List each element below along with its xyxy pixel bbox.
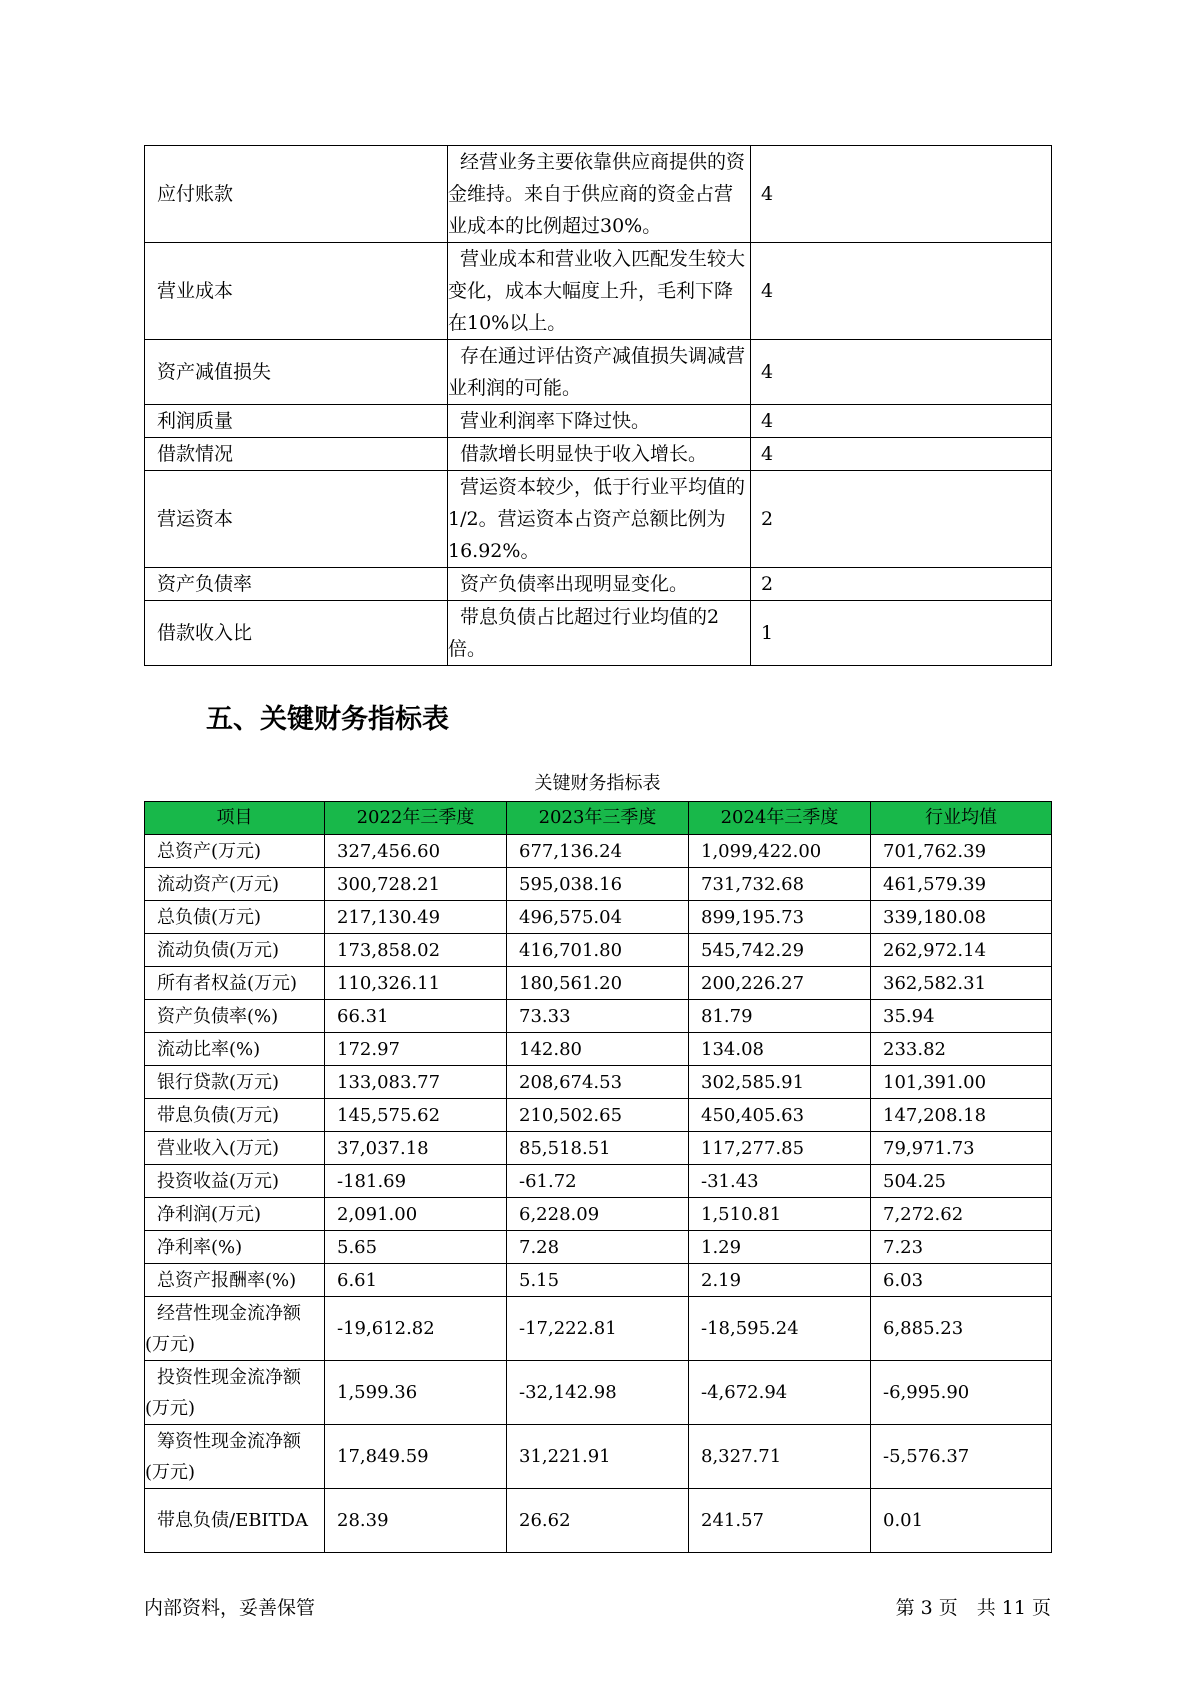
- value-cell: 31,221.91: [507, 1425, 689, 1489]
- value-cell: 327,456.60: [325, 835, 507, 868]
- value-cell: 1,099,422.00: [689, 835, 871, 868]
- table-row: [145, 1132, 1052, 1165]
- row-label-cell: 净利率(%): [145, 1231, 325, 1264]
- risk-item-cell: 应付账款: [145, 146, 448, 243]
- risk-score-cell: 4: [751, 340, 1052, 405]
- row-label-cell: 总负债(万元): [145, 901, 325, 934]
- table-row: [145, 1297, 1052, 1361]
- value-cell: 2,091.00: [325, 1198, 507, 1231]
- risk-score-cell: 2: [751, 568, 1052, 601]
- risk-row: [145, 340, 1052, 405]
- value-cell: 180,561.20: [507, 967, 689, 1000]
- value-cell: 35.94: [871, 1000, 1052, 1033]
- value-cell: 17,849.59: [325, 1425, 507, 1489]
- table-row: [145, 1066, 1052, 1099]
- risk-description-cell: 资产负债率出现明显变化。: [448, 568, 751, 601]
- value-cell: 173,858.02: [325, 934, 507, 967]
- row-label-cell: 流动资产(万元): [145, 868, 325, 901]
- risk-row: [145, 438, 1052, 471]
- header-cell-industry-avg: 行业均值: [871, 802, 1052, 835]
- value-cell: 37,037.18: [325, 1132, 507, 1165]
- value-cell: 73.33: [507, 1000, 689, 1033]
- value-cell: 300,728.21: [325, 868, 507, 901]
- value-cell: 677,136.24: [507, 835, 689, 868]
- risk-item-cell: 营运资本: [145, 471, 448, 568]
- value-cell: 233.82: [871, 1033, 1052, 1066]
- fin-table-body: [145, 835, 1052, 1553]
- value-cell: -19,612.82: [325, 1297, 507, 1361]
- row-label-cell: 筹资性现金流净额(万元): [145, 1425, 325, 1489]
- value-cell: 6.03: [871, 1264, 1052, 1297]
- value-cell: 79,971.73: [871, 1132, 1052, 1165]
- value-cell: 210,502.65: [507, 1099, 689, 1132]
- value-cell: 142.80: [507, 1033, 689, 1066]
- value-cell: 1.29: [689, 1231, 871, 1264]
- value-cell: -5,576.37: [871, 1425, 1052, 1489]
- value-cell: 85,518.51: [507, 1132, 689, 1165]
- value-cell: 595,038.16: [507, 868, 689, 901]
- fin-table-header: [145, 802, 1052, 835]
- key-financial-indicators-table: [144, 801, 1052, 1553]
- value-cell: 2.19: [689, 1264, 871, 1297]
- value-cell: 731,732.68: [689, 868, 871, 901]
- header-row: [145, 802, 1052, 835]
- value-cell: 5.15: [507, 1264, 689, 1297]
- risk-row: [145, 243, 1052, 340]
- value-cell: 7,272.62: [871, 1198, 1052, 1231]
- row-label-cell: 总资产(万元): [145, 835, 325, 868]
- risk-item-cell: 营业成本: [145, 243, 448, 340]
- value-cell: 110,326.11: [325, 967, 507, 1000]
- table-row: [145, 868, 1052, 901]
- value-cell: 701,762.39: [871, 835, 1052, 868]
- value-cell: 545,742.29: [689, 934, 871, 967]
- value-cell: 117,277.85: [689, 1132, 871, 1165]
- value-cell: 450,405.63: [689, 1099, 871, 1132]
- row-label-cell: 投资收益(万元): [145, 1165, 325, 1198]
- table-row: [145, 934, 1052, 967]
- value-cell: -61.72: [507, 1165, 689, 1198]
- value-cell: 147,208.18: [871, 1099, 1052, 1132]
- value-cell: 26.62: [507, 1489, 689, 1553]
- value-cell: 6,885.23: [871, 1297, 1052, 1361]
- value-cell: 172.97: [325, 1033, 507, 1066]
- value-cell: 134.08: [689, 1033, 871, 1066]
- value-cell: 496,575.04: [507, 901, 689, 934]
- value-cell: -17,222.81: [507, 1297, 689, 1361]
- risk-score-cell: 4: [751, 146, 1052, 243]
- table-row: [145, 1165, 1052, 1198]
- value-cell: 6.61: [325, 1264, 507, 1297]
- footer-confidential-note: 内部资料，妥善保管: [144, 1597, 316, 1619]
- risk-item-cell: 借款收入比: [145, 601, 448, 666]
- value-cell: 6,228.09: [507, 1198, 689, 1231]
- value-cell: -18,595.24: [689, 1297, 871, 1361]
- value-cell: 362,582.31: [871, 967, 1052, 1000]
- row-label-cell: 经营性现金流净额(万元): [145, 1297, 325, 1361]
- value-cell: 339,180.08: [871, 901, 1052, 934]
- table-row: [145, 1361, 1052, 1425]
- risk-description-cell: 存在通过评估资产减值损失调减营业利润的可能。: [448, 340, 751, 405]
- row-label-cell: 资产负债率(%): [145, 1000, 325, 1033]
- row-label-cell: 营业收入(万元): [145, 1132, 325, 1165]
- risk-row: [145, 568, 1052, 601]
- value-cell: 262,972.14: [871, 934, 1052, 967]
- table-row: [145, 1099, 1052, 1132]
- row-label-cell: 流动比率(%): [145, 1033, 325, 1066]
- value-cell: 133,083.77: [325, 1066, 507, 1099]
- value-cell: 1,510.81: [689, 1198, 871, 1231]
- table-row: [145, 1425, 1052, 1489]
- value-cell: 504.25: [871, 1165, 1052, 1198]
- value-cell: -6,995.90: [871, 1361, 1052, 1425]
- risk-description-cell: 营业成本和营业收入匹配发生较大变化，成本大幅度上升，毛利下降在10%以上。: [448, 243, 751, 340]
- value-cell: 101,391.00: [871, 1066, 1052, 1099]
- value-cell: 81.79: [689, 1000, 871, 1033]
- row-label-cell: 投资性现金流净额(万元): [145, 1361, 325, 1425]
- row-label-cell: 流动负债(万元): [145, 934, 325, 967]
- value-cell: 461,579.39: [871, 868, 1052, 901]
- risk-row: [145, 471, 1052, 568]
- section-heading: 五、关键财务指标表: [206, 704, 449, 735]
- risk-row: [145, 601, 1052, 666]
- table-row: [145, 1231, 1052, 1264]
- table-row: [145, 967, 1052, 1000]
- value-cell: -4,672.94: [689, 1361, 871, 1425]
- row-label-cell: 总资产报酬率(%): [145, 1264, 325, 1297]
- table-row: [145, 1264, 1052, 1297]
- value-cell: 0.01: [871, 1489, 1052, 1553]
- value-cell: 1,599.36: [325, 1361, 507, 1425]
- value-cell: 302,585.91: [689, 1066, 871, 1099]
- risk-row: [145, 405, 1052, 438]
- header-cell-2022q3: 2022年三季度: [325, 802, 507, 835]
- value-cell: 28.39: [325, 1489, 507, 1553]
- row-label-cell: 所有者权益(万元): [145, 967, 325, 1000]
- value-cell: -31.43: [689, 1165, 871, 1198]
- table-row: [145, 1198, 1052, 1231]
- row-label-cell: 带息负债(万元): [145, 1099, 325, 1132]
- table-row: [145, 1033, 1052, 1066]
- table-row: [145, 1489, 1052, 1553]
- row-label-cell: 净利润(万元): [145, 1198, 325, 1231]
- risk-item-cell: 资产减值损失: [145, 340, 448, 405]
- risk-score-cell: 4: [751, 405, 1052, 438]
- value-cell: -181.69: [325, 1165, 507, 1198]
- risk-description-cell: 营运资本较少，低于行业平均值的1/2。营运资本占资产总额比例为16.92%。: [448, 471, 751, 568]
- value-cell: -32,142.98: [507, 1361, 689, 1425]
- value-cell: 5.65: [325, 1231, 507, 1264]
- value-cell: 7.23: [871, 1231, 1052, 1264]
- risk-description-cell: 带息负债占比超过行业均值的2倍。: [448, 601, 751, 666]
- value-cell: 241.57: [689, 1489, 871, 1553]
- value-cell: 7.28: [507, 1231, 689, 1264]
- value-cell: 145,575.62: [325, 1099, 507, 1132]
- risk-description-cell: 营业利润率下降过快。: [448, 405, 751, 438]
- value-cell: 208,674.53: [507, 1066, 689, 1099]
- row-label-cell: 银行贷款(万元): [145, 1066, 325, 1099]
- risk-score-cell: 2: [751, 471, 1052, 568]
- risk-table-body: [145, 146, 1052, 666]
- value-cell: 899,195.73: [689, 901, 871, 934]
- value-cell: 217,130.49: [325, 901, 507, 934]
- footer-page-number: 第 3 页 共 11 页: [895, 1597, 1051, 1619]
- table-row: [145, 835, 1052, 868]
- value-cell: 66.31: [325, 1000, 507, 1033]
- risk-row: [145, 146, 1052, 243]
- header-cell-2024q3: 2024年三季度: [689, 802, 871, 835]
- risk-description-cell: 经营业务主要依靠供应商提供的资金维持。来自于供应商的资金占营业成本的比例超过30%。: [448, 146, 751, 243]
- value-cell: 200,226.27: [689, 967, 871, 1000]
- risk-item-cell: 借款情况: [145, 438, 448, 471]
- value-cell: 416,701.80: [507, 934, 689, 967]
- risk-item-cell: 资产负债率: [145, 568, 448, 601]
- risk-score-cell: 1: [751, 601, 1052, 666]
- risk-score-cell: 4: [751, 243, 1052, 340]
- table-row: [145, 901, 1052, 934]
- risk-score-cell: 4: [751, 438, 1052, 471]
- risk-indicator-table: [144, 145, 1052, 666]
- row-label-cell: 带息负债/EBITDA: [145, 1489, 325, 1553]
- risk-item-cell: 利润质量: [145, 405, 448, 438]
- value-cell: 8,327.71: [689, 1425, 871, 1489]
- table-caption: 关键财务指标表: [534, 773, 661, 794]
- risk-description-cell: 借款增长明显快于收入增长。: [448, 438, 751, 471]
- header-cell-2023q3: 2023年三季度: [507, 802, 689, 835]
- header-cell-item: 项目: [145, 802, 325, 835]
- table-row: [145, 1000, 1052, 1033]
